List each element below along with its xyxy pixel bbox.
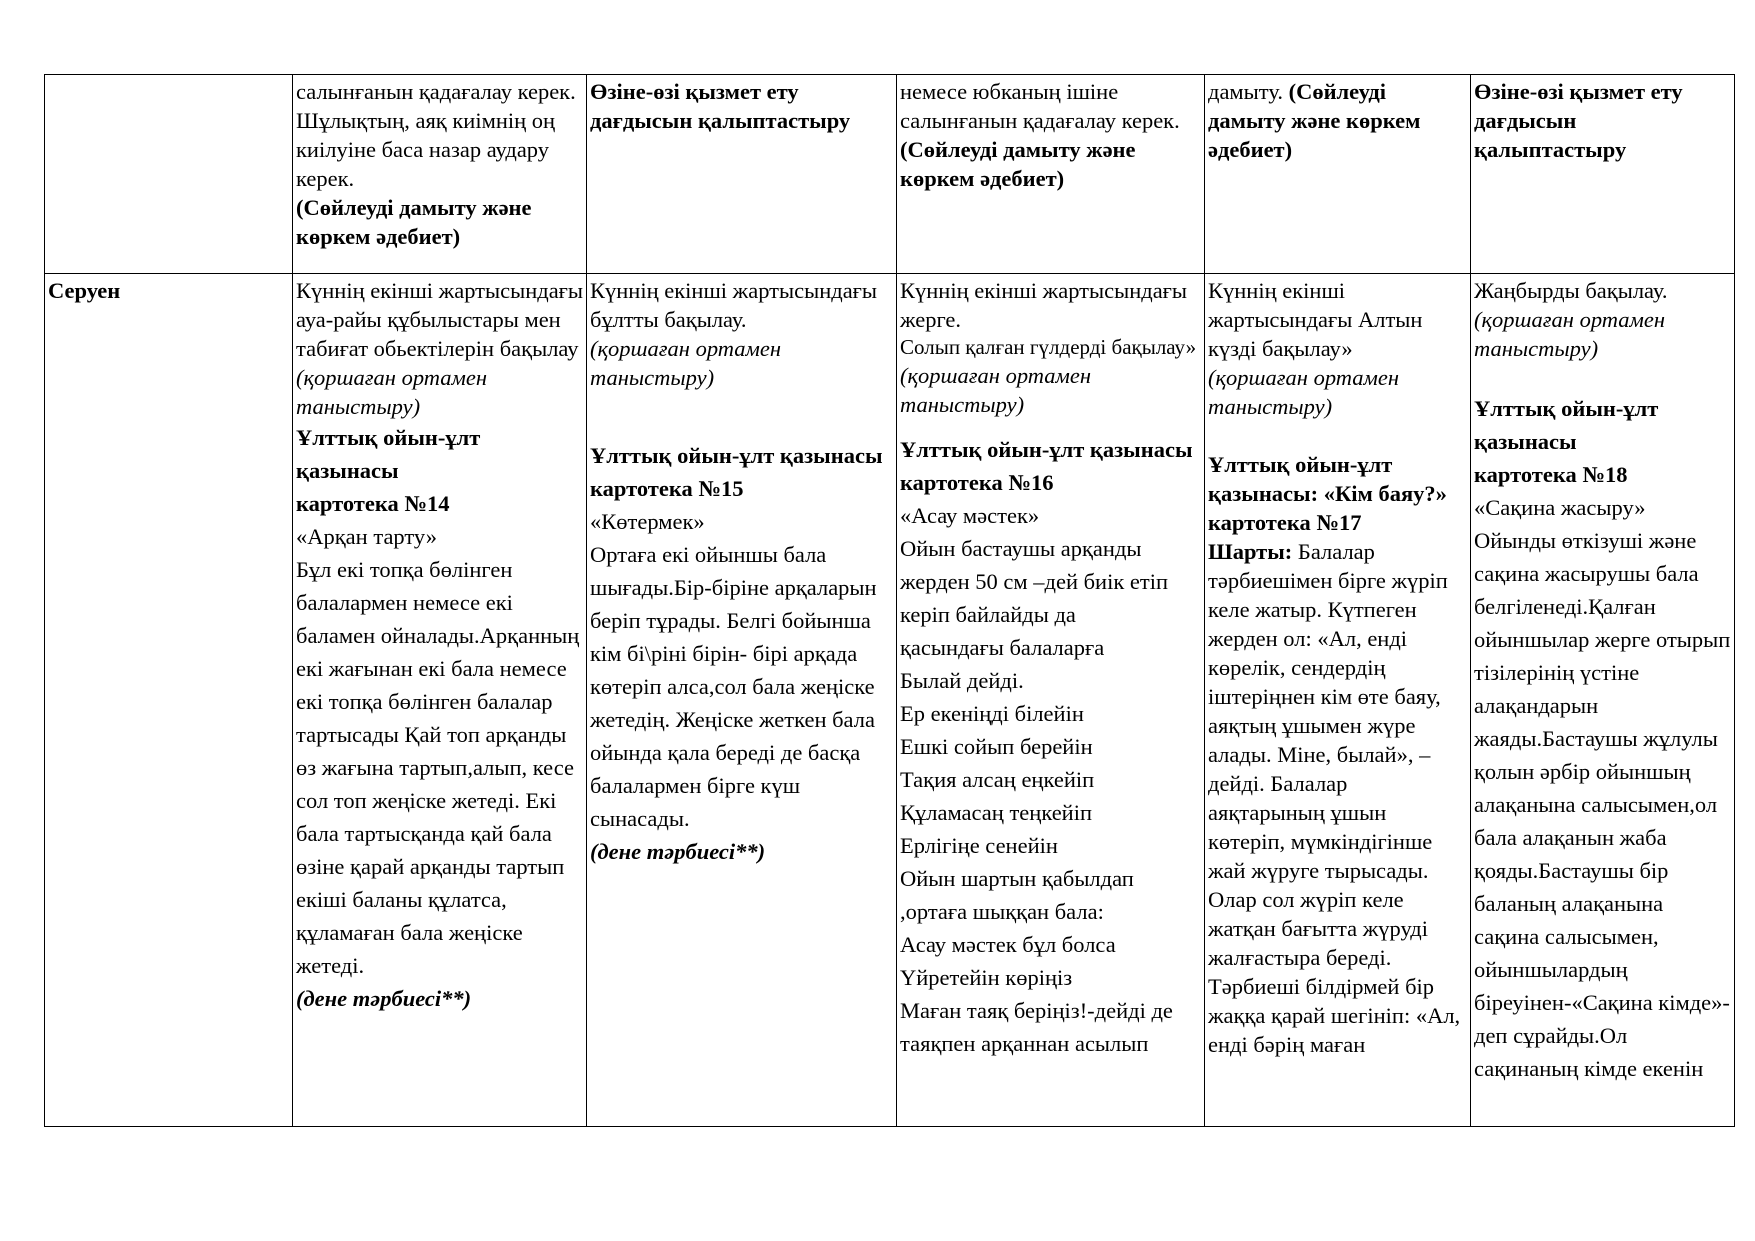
cell-subject-bold: (Сөйлеуді дамыту және көркем әдебиет) [296,195,532,249]
cell-r2-c4 [1205,274,1471,1127]
observation-text: Күннің екінші жартысындағы бұлтты бақылау. [590,278,878,332]
table-row [45,274,1735,1127]
card-number: картотека №17 [1208,510,1362,535]
cell-text: дамыту. [1208,79,1283,104]
game-description: Бұл екі топқа бөлінген балалармен немесе екі баламен ойналады.Арқанның екі жағынан екі бала немесе екі топқа бөлінген балалар тартысады Қай топ арқанды өз жағына тартып,алып, кесе сол топ жеңіске жетеді. Екі бала тартысқанда қай бала өзіне қарай арқанды тартып екіші баланы құлатса, құламаған бала жеңіске жетеді. [296,557,580,978]
game-line: Асау мәстек бұл болса [900,932,1116,957]
cell-r1-c5 [1471,75,1735,274]
game-line: керіп байлайды да [900,602,1076,627]
cell-paragraph [1208,77,1468,164]
cell-r1-c1 [293,75,587,274]
observation-text: Күннің екінші жартысындағы ауа-райы құбылыстары мен табиғат обьектілерін бақылау [296,278,584,361]
subject-italic: (қоршаған ортамен таныстыру) [590,336,782,390]
cell-text: салынғанын қадағалау керек. Шұлықтың, аяқ киімнің оң киілуіне баса назар аудару керек. [296,79,576,191]
subject-italic: (қоршаған ортамен таныстыру) [1208,365,1400,419]
cell-r1-c4 [1205,75,1471,274]
subject-bold-italic: (дене тәрбиесі**) [296,986,472,1011]
cell-r1-c2 [587,75,897,274]
game-line: Ойын бастаушы арқанды [900,536,1142,561]
game-line: Ешкі сойып берейін [900,734,1093,759]
game-description: Балалар тәрбиешімен бірге жүріп келе жатыр. Күтпеген жерден ол: «Ал, енді көрелік, сендердің іштеріңнен кім өте баяу, аяқтың ұшымен жүре алады. Міне, былай», – дейді. Балалар аяқтарының ұшын көтеріп, мүмкіндігінше жай жүруге тырысады. Олар сол жүріп келе жатқан бағытта жүруді жалғастыра береді. Тәрбиеші білдірмей бір жаққа қарай шегініп: «Ал, енді бәрің маған [1208,539,1461,1057]
game-title: Ұлттық ойын-ұлт қазынасы [1474,396,1659,454]
subject-italic: (қоршаған ортамен таныстыру) [900,363,1092,417]
cell-paragraph [900,77,1202,193]
game-name: «Көтермек» [590,509,705,534]
game-name: «Асау мәстек» [900,503,1040,528]
subject-italic: (қоршаған ортамен таныстыру) [1474,307,1666,361]
observation-text: Күннің екінші жартысындағы Алтын күзді бақылау» [1208,278,1423,361]
spacer [1208,421,1468,450]
game-line: Құламасаң теңкейіп [900,800,1093,825]
game-rules [1208,537,1468,1059]
game-line: таяқпен арқаннан асылып [900,1031,1149,1056]
spacer [590,392,894,421]
cell-r2-c5 [1471,274,1735,1127]
row-label-cell [45,274,293,1127]
game-title: Ұлттық ойын-ұлт қазынасы [590,443,883,468]
game-description: Ойынды өткізуші және сақина жасырушы бала белгіленеді.Қалған ойыншылар жерге отырып тізілерінің үстіне алақандарын жаяды.Бастаушы жұлулы қолын әрбір ойыншың алақанына салысымен,ол бала алақанын жаба қояды.Бастаушы бір баланың алақанына сақина салысымен, ойыншылардың біреуінен-«Сақина кімде»-деп сұрайды.Ол сақинаның кімде екенін [1474,528,1731,1081]
cell-r1-c3 [897,75,1205,274]
game-line: Маған таяқ беріңіз!-дейді де [900,998,1173,1023]
subject-italic: (қоршаған ортамен таныстыру) [296,365,488,419]
row-label: Серуен [48,278,121,303]
plan-table [44,74,1735,1127]
game-line: Ер екеніңді білейін [900,701,1084,726]
cell-text: немесе юбканың ішіне салынғанын қадағалау керек. [900,79,1180,133]
rules-label: Шарты: [1208,539,1293,564]
game-line: Тақия алсаң еңкейіп [900,767,1095,792]
game-line: Ойын шартын қабылдап [900,866,1134,891]
game-title: Ұлттық ойын-ұлт қазынасы: «Кім баяу?» [1208,452,1447,506]
game-line: қасындағы балаларға [900,635,1105,660]
cell-subject-bold: (Сөйлеуді дамыту және көркем әдебиет) [900,137,1136,191]
game-line: жерден 50 см –дей биік етіп [900,569,1169,594]
game-title: Ұлттық ойын-ұлт қазынасы [900,437,1193,462]
card-number: картотека №16 [900,470,1054,495]
observation-text: Жаңбырды бақылау. [1474,278,1668,303]
card-number: картотека №15 [590,476,744,501]
row-label-cell-empty [45,75,293,274]
card-number: картотека №14 [296,491,450,516]
observation-text: Күннің екінші жартысындағы жерге. [900,278,1188,332]
cell-subject-bold: Өзіне-өзі қызмет ету дағдысын қалыптастыру [1474,79,1683,162]
cell-subject-bold: (Сөйлеуді дамыту және көркем әдебиет) [1208,79,1421,162]
game-line: ,ортаға шыққан бала: [900,899,1104,924]
table-row [45,75,1735,274]
game-line: Ерлігіңе сенейін [900,833,1058,858]
card-number: картотека №18 [1474,462,1628,487]
observation-text-2: Солып қалған гүлдерді бақылау» [900,335,1197,359]
game-line: Үйретейін көріңіз [900,965,1073,990]
game-line: Былай дейді. [900,668,1024,693]
game-name: «Арқан тарту» [296,524,437,549]
subject-bold-italic: (дене тәрбиесі**) [590,839,766,864]
cell-subject-bold: Өзіне-өзі қызмет ету дағдысын қалыптастыру [590,79,851,133]
game-title: Ұлттық ойын-ұлт қазынасы [296,425,481,483]
spacer [1474,363,1732,392]
cell-r2-c3 [897,274,1205,1127]
cell-r2-c1 [293,274,587,1127]
game-description: Ортаға екі ойыншы бала шығады.Бір-біріне арқаларын беріп тұрады. Белгі бойынша кім бі\ріні бірін- бірі арқада көтеріп алса,сол бала жеңіске жетедің. Жеңіске жеткен бала ойында қала береді де басқа балалармен бірге күш сынасады. [590,542,877,831]
game-name: «Сақина жасыру» [1474,495,1646,520]
cell-r2-c2 [587,274,897,1127]
